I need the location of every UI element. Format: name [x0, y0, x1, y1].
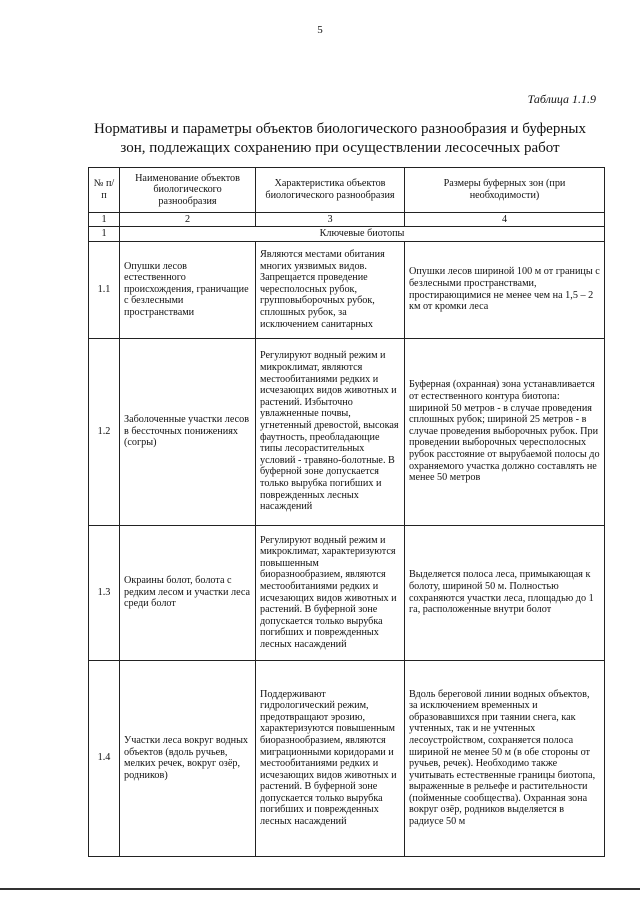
- table-row: [89, 241, 605, 338]
- table-header-row: [89, 168, 605, 213]
- object-characteristics: Регулируют водный режим и микроклимат, характеризуются повышенным биоразнообразием, являются местообитаниями редких и исчезающих видов животных и растений. В буферной зоне допускается только вырубка погибших и поврежденных лесных насаждений: [256, 525, 405, 660]
- table-row: [89, 525, 605, 660]
- header-object-name: Наименование объектов биологического разнообразия: [120, 168, 256, 213]
- object-characteristics: Поддерживают гидрологический режим, предотвращают эрозию, характеризуются повышенным биоразнообразием, являются миграционными коридорами и местообитаниями редких и исчезающих видов животных и растений. В буферной зоне допускается только вырубка погибших и поврежденных лесных насаждений: [256, 660, 405, 856]
- header-buffer-size: Размеры буферных зон (при необходимости): [405, 168, 605, 213]
- row-number: 1.2: [89, 338, 120, 525]
- category-label: Ключевые биотопы: [120, 227, 605, 242]
- object-characteristics: Являются местами обитания многих уязвимых видов. Запрещается проведение чересполосных рубок, групповыборочных рубок, сплошных рубок, за исключением санитарных: [256, 241, 405, 338]
- table-label: Таблица 1.1.9: [527, 92, 596, 106]
- page-title: Нормативы и параметры объектов биологического разнообразия и буферных зон, подлежащих сохранению при осуществлении лесосечных работ: [94, 121, 586, 156]
- header-characteristics: Характеристика объектов биологического разнообразия: [256, 168, 405, 213]
- column-number: 2: [120, 213, 256, 227]
- table-row: [89, 338, 605, 525]
- header-number: № п/п: [89, 168, 120, 213]
- object-name: Окраины болот, болота с редким лесом и участки леса среди болот: [120, 525, 256, 660]
- column-number-row: [89, 213, 605, 227]
- buffer-size: Буферная (охранная) зона устанавливается от естественного контура биотопа: шириной 50 метров - в случае проведения сплошных рубок; шириной 25 метров - в случае проведения выборочных рубок. При проведении выборочных чересполосных рубок расстояние от вырубаемой полосы до охраняемого участка должно составлять не менее 50 метров: [405, 338, 605, 525]
- object-name: Опушки лесов естественного происхождения, граничащие с безлесными пространствами: [120, 241, 256, 338]
- category-row: [89, 227, 605, 242]
- object-name: Участки леса вокруг водных объектов (вдоль ручьев, мелких речек, вокруг озёр, родников): [120, 660, 256, 856]
- buffer-size: Опушки лесов шириной 100 м от границы с безлесными пространствами, простирающимися не менее чем на 1,5 – 2 км от кромки леса: [405, 241, 605, 338]
- column-number: 3: [256, 213, 405, 227]
- page-number: 5: [317, 24, 323, 36]
- row-number: 1.3: [89, 525, 120, 660]
- object-name: Заболоченные участки лесов в бессточных понижениях (согры): [120, 338, 256, 525]
- column-number: 4: [405, 213, 605, 227]
- buffer-size: Вдоль береговой линии водных объектов, за исключением временных и образовавшихся при таянии снега, как учтенных, так и не учтенных лесоустройством, сохраняется полоса шириной не менее 50 м (в обе стороны от ручьев, речек). Необходимо также учитывать естественные границы биотопа, выраженные в рельефе и растительности (пойменные сообщества). Охранная зона вокруг озёр, родников выделяется в радиусе 50 м: [405, 660, 605, 856]
- category-number: 1: [89, 227, 120, 242]
- norms-table: [88, 167, 605, 857]
- object-characteristics: Регулируют водный режим и микроклимат, являются местообитаниями редких и исчезающих видов животных и растений. Избыточно увлажненные почвы, угнетенный древостой, высокая фаутность, преобладающие типы лесорастительных условий - травяно-болотные. В буферной зоне допускается только вырубка погибших и поврежденных лесных насаждений: [256, 338, 405, 525]
- row-number: 1.1: [89, 241, 120, 338]
- row-number: 1.4: [89, 660, 120, 856]
- table-row: [89, 660, 605, 856]
- buffer-size: Выделяется полоса леса, примыкающая к болоту, шириной 50 м. Полностью сохраняются участки леса, площадью до 1 га, расположенные внутри болот: [405, 525, 605, 660]
- scan-edge-line: [0, 888, 640, 890]
- column-number: 1: [89, 213, 120, 227]
